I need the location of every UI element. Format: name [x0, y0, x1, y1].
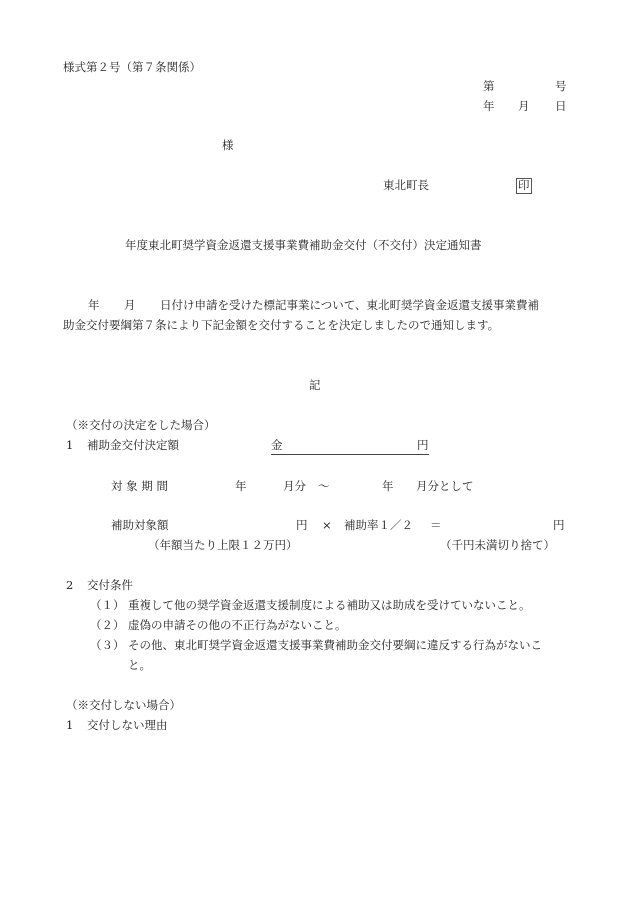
calc-rate: 補助率１／２	[344, 518, 413, 532]
round-note: （千円未満切り捨て）	[440, 538, 555, 552]
condition-2-number: （２）	[90, 618, 125, 632]
grant-case-heading: （※交付の決定をした場合）	[66, 418, 216, 432]
non-grant-item1-label: 交付しない理由	[87, 718, 168, 732]
calc-times: ×	[322, 518, 332, 532]
period-year-1: 年	[235, 479, 247, 493]
calc-yen-1: 円	[296, 518, 308, 532]
calc-equals: ＝	[430, 518, 442, 532]
seal-icon: 印	[518, 178, 530, 192]
date-day: 日	[555, 99, 567, 113]
kin-label: 金	[271, 438, 283, 452]
non-grant-heading: （※交付しない場合）	[66, 698, 181, 712]
date-month: 月	[518, 99, 530, 113]
item1-number: 1	[66, 438, 74, 452]
cap-note: （年額当たり上限１２万円）	[148, 538, 298, 552]
yen-label: 円	[417, 438, 429, 452]
doc-number-prefix: 第	[483, 79, 495, 93]
condition-1-number: （１）	[90, 598, 125, 612]
grant-amount-field	[271, 438, 429, 455]
ki-heading: 記	[309, 378, 321, 392]
body-line-1: 日付け申請を受けた標記事業について、東北町奨学資金返還支援事業費補	[160, 298, 540, 312]
condition-2-text: 虚偽の申請その他の不正行為がないこと。	[128, 618, 347, 632]
seal-mark	[516, 178, 532, 194]
addressee-honorific: 様	[222, 138, 234, 152]
condition-1-text: 重複して他の奨学資金返還支援制度による補助又は助成を受けていないこと。	[128, 598, 531, 612]
period-label: 対 象 期 間	[111, 479, 168, 493]
calc-label: 補助対象額	[111, 518, 169, 532]
sender-name: 東北町長	[383, 178, 429, 192]
item1-label: 補助金交付決定額	[87, 438, 179, 452]
item2-label: 交付条件	[87, 578, 133, 592]
body-line-2: 助金交付要綱第７条により下記金額を交付することを決定しましたので通知します。	[63, 318, 500, 332]
calc-yen-2: 円	[553, 518, 565, 532]
condition-3-text-cont: と。	[128, 658, 151, 672]
period-tilde: ～	[318, 479, 330, 493]
item2-number: 2	[66, 578, 74, 592]
body-year: 年	[88, 298, 100, 312]
doc-number-suffix: 号	[555, 79, 567, 93]
period-month-2: 月分として	[416, 479, 474, 493]
period-year-2: 年	[382, 479, 394, 493]
non-grant-item1-number: 1	[66, 718, 74, 732]
period-month-1: 月分	[283, 479, 306, 493]
document-title: 年度東北町奨学資金返還支援事業費補助金交付（不交付）決定通知書	[125, 238, 482, 252]
condition-3-text: その他、東北町奨学資金返還支援事業費補助金交付要綱に違反する行為がないこ	[128, 638, 542, 652]
form-number: 様式第２号（第７条関係）	[63, 60, 201, 74]
date-year: 年	[483, 99, 495, 113]
body-month: 月	[124, 298, 136, 312]
condition-3-number: （３）	[90, 638, 125, 652]
